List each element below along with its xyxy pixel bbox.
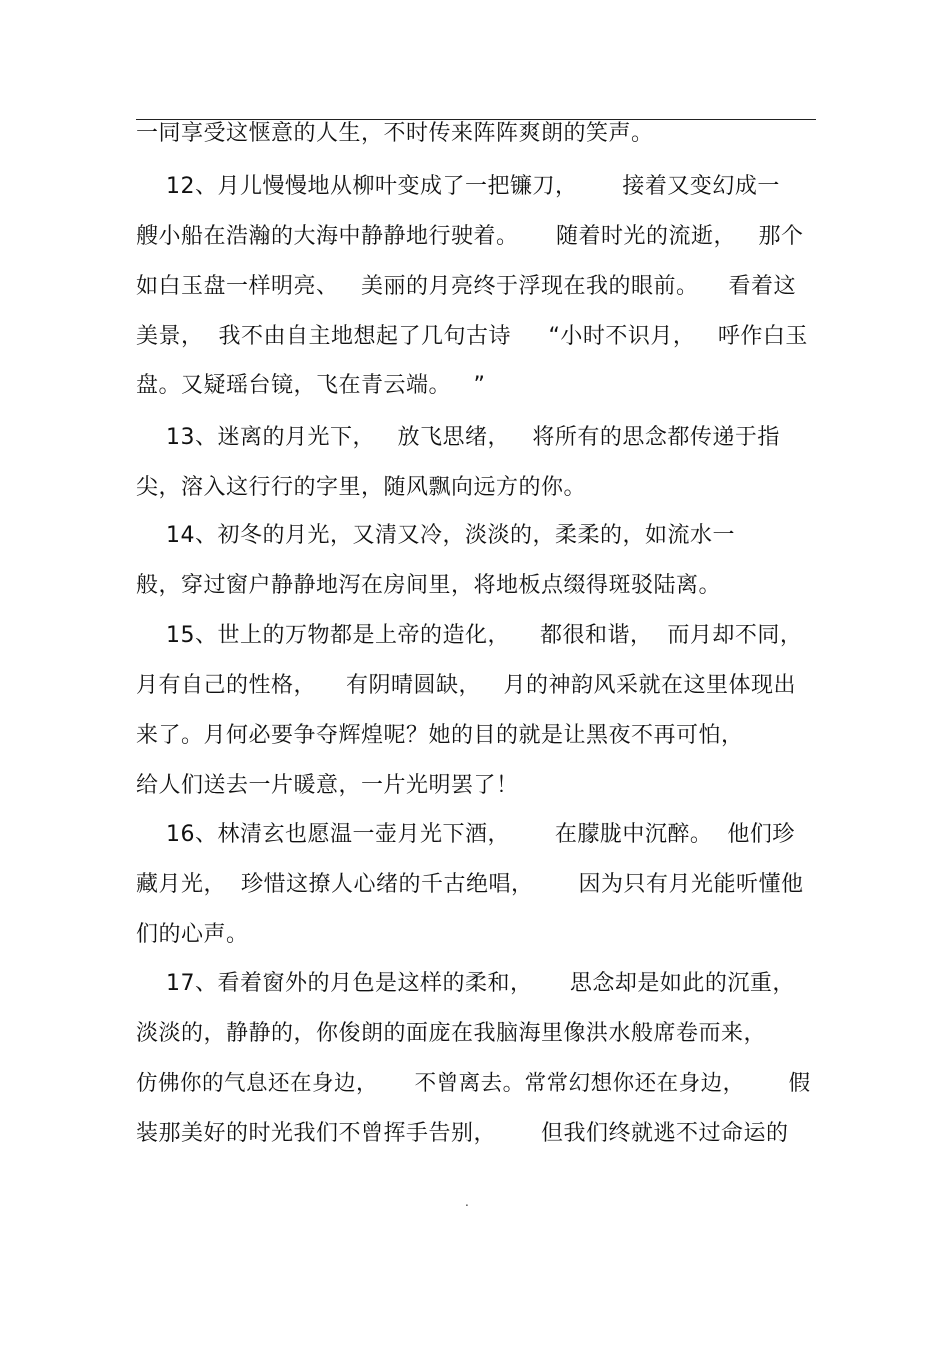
text-line: 13、迷离的月光下， 放飞思绪， 将所有的思念都传递于指 [136, 425, 780, 450]
text-line: 月有自己的性格， 有阴晴圆缺， 月的神韵风采就在这里体现出 [136, 673, 796, 698]
text-line: 来了。月何必要争夺辉煌呢？她的目的就是让黑夜不再可怕， [136, 723, 744, 748]
text-line: 给人们送去一片暖意，一片光明罢了！ [136, 773, 519, 798]
text-line: 装那美好的时光我们不曾挥手告别， 但我们终就逃不过命运的 [136, 1121, 789, 1146]
text-line: 般，穿过窗户静静地泻在房间里，将地板点缀得斑驳陆离。 [136, 573, 722, 598]
text-line: 们的心声。 [136, 922, 249, 947]
text-line: 12、月儿慢慢地从柳叶变成了一把镰刀， 接着又变幻成一 [136, 174, 780, 199]
text-line: 盘。又疑瑶台镜，飞在青云端。 ” [136, 373, 486, 398]
text-line: 藏月光， 珍惜这撩人心绪的千古绝唱， 因为只有月光能听懂他 [136, 872, 804, 897]
text-line: 美景， 我不由自主地想起了几句古诗 “小时不识月， 呼作白玉 [136, 324, 808, 349]
text-line: 17、看着窗外的月色是这样的柔和， 思念却是如此的沉重， [136, 971, 795, 996]
text-line: 15、世上的万物都是上帝的造化， 都很和谐， 而月却不同， [136, 623, 803, 648]
text-line: 一同享受这惬意的人生，不时传来阵阵爽朗的笑声。 [136, 121, 654, 146]
text-line: 尖，溶入这行行的字里，随风飘向远方的你。 [136, 475, 587, 500]
text-line: 14、初冬的月光，又清又冷，淡淡的，柔柔的，如流水一 [136, 523, 735, 548]
text-line: 艘小船在浩瀚的大海中静静地行驶着。 随着时光的流逝， 那个 [136, 224, 804, 249]
text-line: 仿佛你的气息还在身边， 不曾离去。常常幻想你还在身边， 假 [136, 1071, 811, 1096]
text-line: 如白玉盘一样明亮、 美丽的月亮终于浮现在我的眼前。 看着这 [136, 274, 796, 299]
text-line: 16、林清玄也愿温一壶月光下酒， 在朦胧中沉醉。 他们珍 [136, 822, 795, 847]
text-line: 淡淡的，静静的，你俊朗的面庞在我脑海里像洪水般席卷而来， [136, 1021, 767, 1046]
page-marker: . [465, 1195, 469, 1209]
